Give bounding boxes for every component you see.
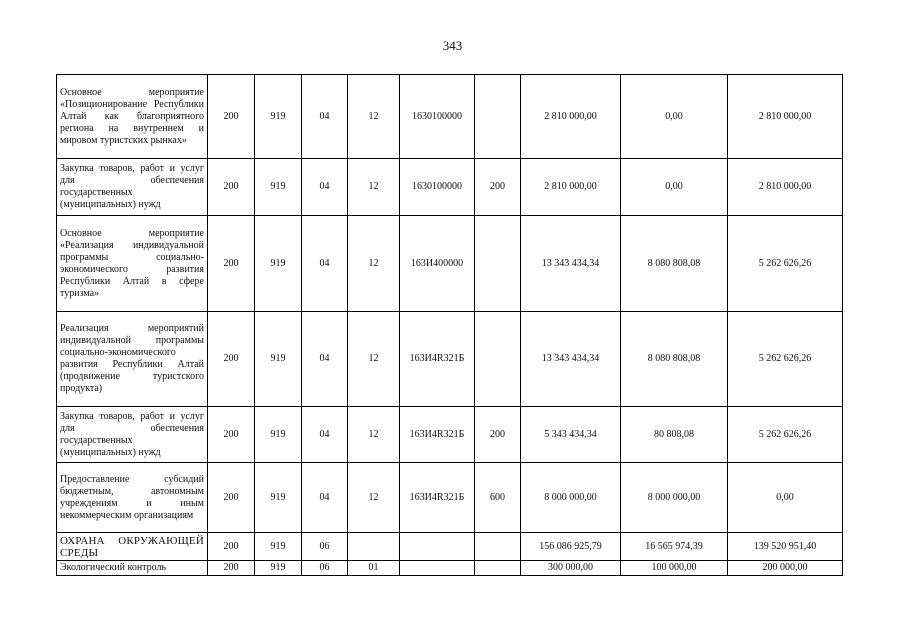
- ved-code: 919: [255, 216, 302, 312]
- amount-total: 2 810 000,00: [521, 75, 621, 159]
- expense-type-code: [475, 75, 521, 159]
- amount-regional: 5 262 626,26: [728, 312, 843, 407]
- table-row: [57, 463, 843, 533]
- podrazdel-code: [348, 533, 400, 561]
- amount-federal: 16 565 974,39: [621, 533, 728, 561]
- amount-regional: 5 262 626,26: [728, 407, 843, 463]
- ved-code: 919: [255, 463, 302, 533]
- razdel-code: 04: [302, 75, 348, 159]
- page-number: 343: [442, 38, 463, 53]
- amount-federal: 8 080 808,08: [621, 216, 728, 312]
- ved-code: 919: [255, 75, 302, 159]
- razdel-code: 06: [302, 561, 348, 576]
- target-article-code: 163И4R321Б: [400, 312, 475, 407]
- expense-type-code: 200: [475, 407, 521, 463]
- amount-total: 13 343 434,34: [521, 312, 621, 407]
- target-article-code: 163И4R321Б: [400, 407, 475, 463]
- amount-regional: 5 262 626,26: [728, 216, 843, 312]
- table-row: [57, 216, 843, 312]
- expense-type-code: 600: [475, 463, 521, 533]
- budget-table: [56, 74, 843, 576]
- amount-federal: 8 080 808,08: [621, 312, 728, 407]
- target-article-code: 163И4R321Б: [400, 463, 475, 533]
- amount-total: 2 810 000,00: [521, 159, 621, 216]
- amount-federal: 80 808,08: [621, 407, 728, 463]
- target-article-code: 1630100000: [400, 75, 475, 159]
- razdel-code: 04: [302, 216, 348, 312]
- admin-code: 200: [208, 407, 255, 463]
- ved-code: 919: [255, 533, 302, 561]
- ved-code: 919: [255, 159, 302, 216]
- amount-regional: 2 810 000,00: [728, 159, 843, 216]
- table-row: [57, 312, 843, 407]
- admin-code: 200: [208, 216, 255, 312]
- amount-total: 8 000 000,00: [521, 463, 621, 533]
- amount-federal: 0,00: [621, 75, 728, 159]
- podrazdel-code: 12: [348, 407, 400, 463]
- amount-total: 13 343 434,34: [521, 216, 621, 312]
- target-article-code: [400, 561, 475, 576]
- ved-code: 919: [255, 561, 302, 576]
- target-article-code: 163И400000: [400, 216, 475, 312]
- amount-regional: 2 810 000,00: [728, 75, 843, 159]
- admin-code: 200: [208, 463, 255, 533]
- table-row: [57, 561, 843, 576]
- expense-type-code: [475, 561, 521, 576]
- razdel-code: 04: [302, 407, 348, 463]
- podrazdel-code: 12: [348, 159, 400, 216]
- razdel-code: 04: [302, 463, 348, 533]
- podrazdel-code: 12: [348, 75, 400, 159]
- admin-code: 200: [208, 312, 255, 407]
- admin-code: 200: [208, 75, 255, 159]
- ved-code: 919: [255, 312, 302, 407]
- razdel-code: 04: [302, 159, 348, 216]
- target-article-code: [400, 533, 475, 561]
- amount-regional: 200 000,00: [728, 561, 843, 576]
- row-name: Закупка товаров, работ и услуг для обеспечения государственных (муниципальных) нужд: [57, 407, 208, 463]
- table-row: [57, 159, 843, 216]
- amount-regional: 0,00: [728, 463, 843, 533]
- podrazdel-code: 01: [348, 561, 400, 576]
- expense-type-code: [475, 216, 521, 312]
- amount-total: 300 000,00: [521, 561, 621, 576]
- admin-code: 200: [208, 561, 255, 576]
- table-row: [57, 407, 843, 463]
- table-row: [57, 533, 843, 561]
- razdel-code: 04: [302, 312, 348, 407]
- podrazdel-code: 12: [348, 312, 400, 407]
- expense-type-code: [475, 312, 521, 407]
- ved-code: 919: [255, 407, 302, 463]
- amount-total: 156 086 925,79: [521, 533, 621, 561]
- row-name: Основное мероприятие «Позиционирование Республики Алтай как благоприятного региона на внутреннем и мировом туристских рынках»: [57, 75, 208, 159]
- row-name: Экологический контроль: [57, 561, 208, 576]
- amount-federal: 0,00: [621, 159, 728, 216]
- row-name: Предоставление субсидий бюджетным, автономным учреждениям и иным некоммерческим организациям: [57, 463, 208, 533]
- amount-federal: 100 000,00: [621, 561, 728, 576]
- row-name: ОХРАНА ОКРУЖАЮЩЕЙ СРЕДЫ: [57, 533, 208, 561]
- table-row: [57, 75, 843, 159]
- target-article-code: 1630100000: [400, 159, 475, 216]
- podrazdel-code: 12: [348, 216, 400, 312]
- admin-code: 200: [208, 159, 255, 216]
- row-name: Закупка товаров, работ и услуг для обеспечения государственных (муниципальных) нужд: [57, 159, 208, 216]
- row-name: Основное мероприятие «Реализация индивидуальной программы социально-экономического развития Республики Алтай в сфере туризма»: [57, 216, 208, 312]
- podrazdel-code: 12: [348, 463, 400, 533]
- row-name: Реализация мероприятий индивидуальной программы социально-экономического развития Республики Алтай (продвижение туристского продукта): [57, 312, 208, 407]
- amount-total: 5 343 434,34: [521, 407, 621, 463]
- admin-code: 200: [208, 533, 255, 561]
- razdel-code: 06: [302, 533, 348, 561]
- amount-regional: 139 520 951,40: [728, 533, 843, 561]
- amount-federal: 8 000 000,00: [621, 463, 728, 533]
- expense-type-code: [475, 533, 521, 561]
- expense-type-code: 200: [475, 159, 521, 216]
